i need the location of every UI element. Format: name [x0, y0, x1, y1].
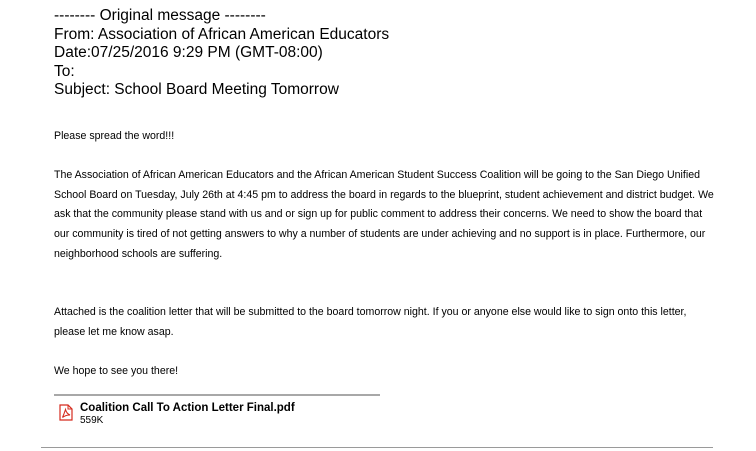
date-line: Date:07/25/2016 9:29 PM (GMT-08:00) — [54, 44, 323, 61]
subject-line: Subject: School Board Meeting Tomorrow — [54, 81, 339, 98]
to-line: To: — [54, 62, 75, 80]
pdf-file-icon[interactable] — [58, 404, 74, 421]
footer-divider — [41, 447, 713, 448]
attachment-divider — [54, 394, 380, 396]
message-body-closing — [54, 362, 719, 382]
paragraph-announcement: The Association of African American Educators and the African American Student Success Coalition will be going to the San Diego Unified School Board on Tuesday, July 26th at 4:45 pm to address the board in regards to the blueprint, student achievement and district budget. We ask that the community please stand with us and or sign up for public comment to address their concerns. We need to show the board that our community is tired of not getting answers to why a number of students are under achieving and no support is in place. Furthermore, our neighborhood schools are suffering. — [54, 169, 714, 260]
message-header — [54, 7, 389, 100]
message-body-greeting — [54, 127, 719, 147]
paragraph-spread-word: Please spread the word!!! — [54, 130, 175, 142]
attachment-file-size: 559K — [80, 415, 104, 426]
original-message-divider: -------- Original message -------- — [54, 7, 266, 24]
message-body-attached — [54, 303, 719, 342]
attachment-filename-link[interactable]: Coalition Call To Action Letter Final.pdf — [80, 402, 295, 414]
message-body-main — [54, 166, 719, 265]
paragraph-attached-letter: Attached is the coalition letter that will be submitted to the board tomorrow night. If you or anyone else would like to sign onto this letter, please let me know asap. — [54, 306, 687, 338]
from-line: From: Association of African American Educators — [54, 25, 390, 43]
paragraph-closing: We hope to see you there! — [54, 365, 179, 377]
